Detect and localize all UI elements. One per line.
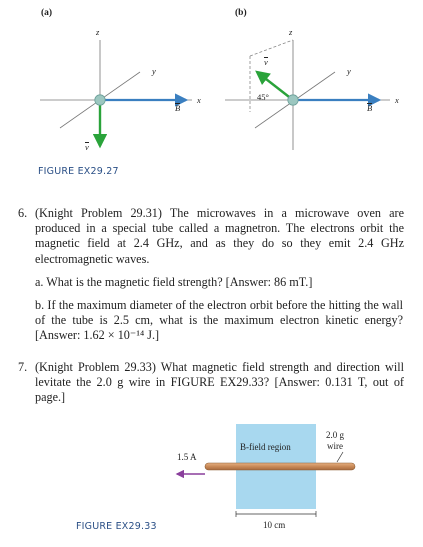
problem-6-number: 6.: [18, 206, 28, 220]
panel-b-v-label: v: [264, 57, 268, 67]
panel-b-label: (b): [235, 8, 247, 18]
width-label: 10 cm: [263, 520, 286, 530]
figure-ex29-27-caption: FIGURE EX29.27: [38, 166, 119, 177]
problem-7-text: (Knight Problem 29.33) What magnetic field strength and direction will levitate the 2.0 g wire in FIGURE EX29.33? [Answer: 0.131 T, out of page.]: [35, 360, 404, 405]
panel-a-y-label: y: [152, 66, 156, 76]
panel-b-z-label: z: [289, 27, 293, 37]
figure-ex29-33-caption: FIGURE EX29.33: [76, 521, 157, 532]
problem-7-number: 7.: [18, 360, 28, 374]
panel-a-v-label: v: [85, 142, 89, 152]
panel-b-b-label: B: [367, 103, 373, 113]
b-field-region-label: B-field region: [240, 442, 291, 452]
wire-mass-label: 2.0 g: [326, 430, 344, 440]
problem-6b: b. If the maximum diameter of the electron orbit before the hitting the wall of the tube is 2.5 cm, what is the maximum electron kinetic energy? [Answer: 1.62 × 10⁻¹⁴ J.]: [35, 298, 403, 343]
panel-b-angle-label: 45°: [257, 92, 269, 102]
wire-label: wire: [327, 441, 343, 451]
panel-a-z-label: z: [96, 27, 100, 37]
panel-b-x-label: x: [395, 95, 399, 105]
problem-6a: a. What is the magnetic field strength? [Answer: 86 mT.]: [35, 275, 313, 289]
panel-b-y-label: y: [347, 66, 351, 76]
panel-a-b-label: B: [175, 103, 181, 113]
problem-6-text: (Knight Problem 29.31) The microwaves in a microwave oven are produced in a special tube called a magnetron. The electrons orbit the magnetic field at 2.4 GHz, and as they do so they emit 2.4 GHz electromagnetic waves.: [35, 206, 404, 266]
current-label: 1.5 A: [177, 452, 197, 462]
panel-a-x-label: x: [197, 95, 201, 105]
panel-a-label: (a): [41, 8, 53, 18]
